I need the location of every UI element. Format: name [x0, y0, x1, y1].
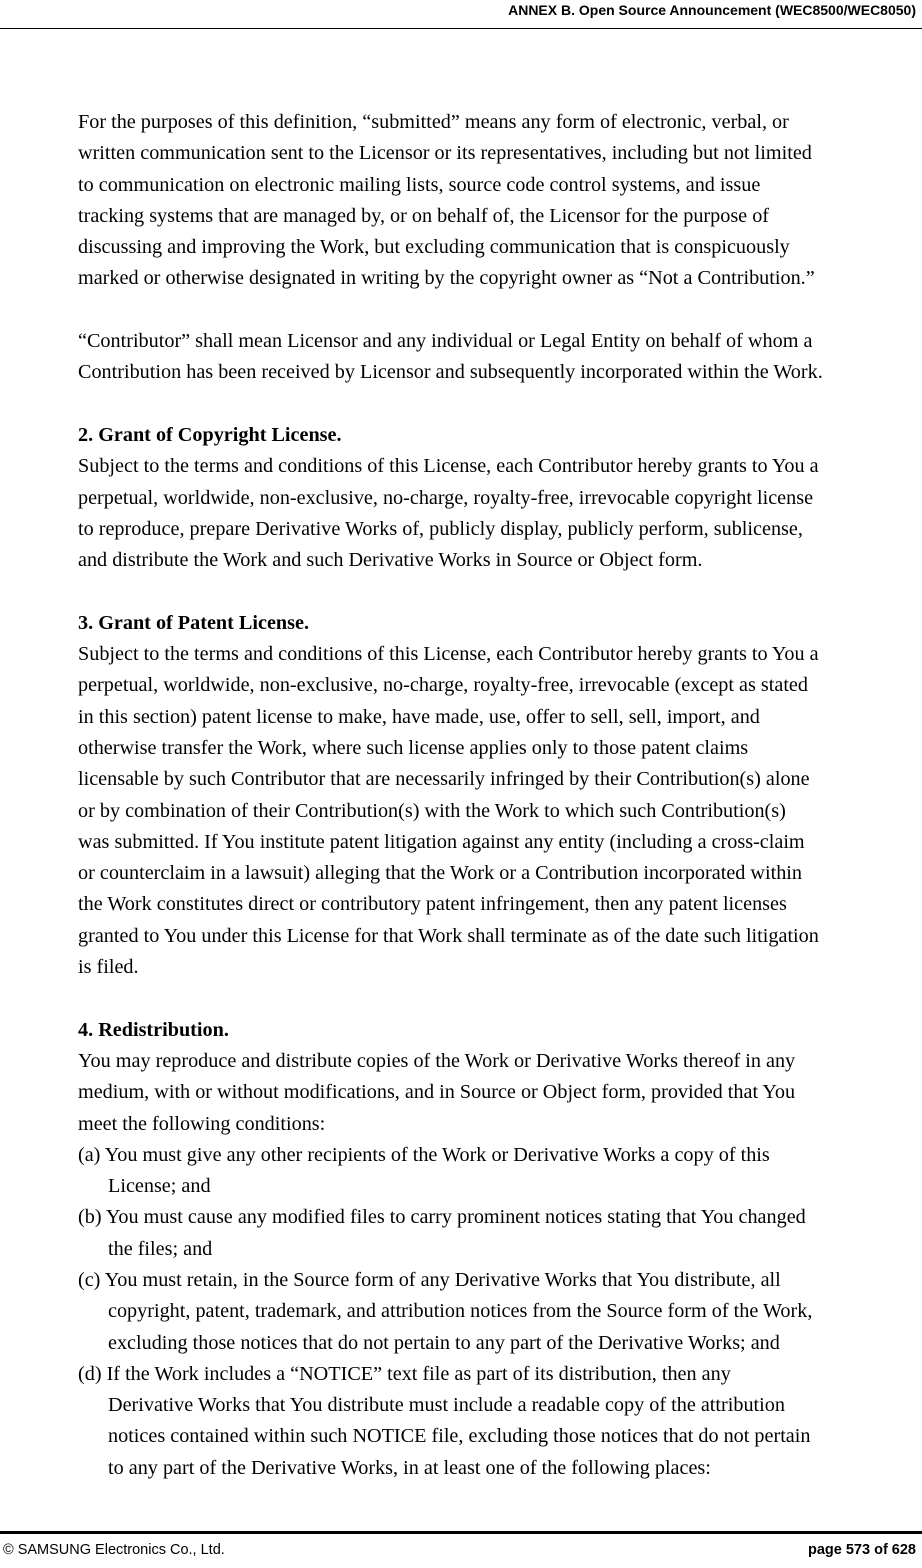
- section-heading: 2. Grant of Copyright License.: [78, 423, 342, 446]
- text-line: For the purposes of this definition, “submitted” means any form of electronic, verbal, or: [78, 111, 789, 133]
- list-item-a: [78, 1140, 922, 1203]
- list-item-d: [78, 1359, 922, 1484]
- list-item-text: (c) You must retain, in the Source form of any Derivative Works that You distribute, all: [78, 1268, 781, 1291]
- text-line: written communication sent to the Licensor or its representatives, including but not limited: [78, 142, 812, 165]
- text-line: meet the following conditions:: [78, 1112, 326, 1135]
- text-line: marked or otherwise designated in writing by the copyright owner as “Not a Contribution.”: [78, 267, 815, 290]
- list-item-text: to any part of the Derivative Works, in at least one of the following places:: [108, 1456, 711, 1479]
- text-line: You may reproduce and distribute copies of the Work or Derivative Works thereof in any: [78, 1049, 796, 1072]
- list-item-c: [78, 1265, 922, 1359]
- text-line: or by combination of their Contribution(s) with the Work to which such Contribution(s): [78, 799, 786, 822]
- page-footer: [0, 1531, 922, 1568]
- section-patent-license: [78, 608, 922, 984]
- list-item-b: [78, 1202, 922, 1265]
- text-line: to reproduce, prepare Derivative Works of, publicly display, publicly perform, sublicense,: [78, 517, 803, 540]
- text-line: perpetual, worldwide, non-exclusive, no-charge, royalty-free, irrevocable (except as stated: [78, 674, 808, 697]
- text-line: and distribute the Work and such Derivative Works in Source or Object form.: [78, 549, 703, 572]
- text-line: the Work constitutes direct or contributory patent infringement, then any patent licenses: [78, 893, 787, 916]
- list-item-text: (a) You must give any other recipients of the Work or Derivative Works a copy of this: [78, 1143, 770, 1166]
- paragraph-contributor-definition: [78, 326, 922, 389]
- text-line: Contribution has been received by Licensor and subsequently incorporated within the Work.: [78, 361, 823, 384]
- list-item-text: (d) If the Work includes a “NOTICE” text file as part of its distribution, then any: [78, 1362, 731, 1385]
- section-copyright-license: [78, 420, 922, 576]
- text-line: to communication on electronic mailing lists, source code control systems, and issue: [78, 173, 761, 196]
- section-heading: 4. Redistribution.: [78, 1018, 229, 1041]
- text-line: “Contributor” shall mean Licensor and any individual or Legal Entity on behalf of whom a: [78, 330, 813, 353]
- text-line: medium, with or without modifications, and in Source or Object form, provided that You: [78, 1081, 796, 1104]
- list-item-text: copyright, patent, trademark, and attribution notices from the Source form of the Work,: [108, 1300, 813, 1323]
- document-body: [78, 107, 922, 1484]
- text-line: Subject to the terms and conditions of this License, each Contributor hereby grants to You a: [78, 455, 819, 478]
- text-line: was submitted. If You institute patent litigation against any entity (including a cross-claim: [78, 830, 805, 853]
- copyright-notice: © SAMSUNG Electronics Co., Ltd.: [3, 1542, 225, 1558]
- header-title: ANNEX B. Open Source Announcement (WEC8500/WEC8050): [508, 2, 916, 18]
- text-line: discussing and improving the Work, but excluding communication that is conspicuously: [78, 236, 790, 259]
- list-item-text: License; and: [108, 1175, 211, 1198]
- list-item-text: the files; and: [108, 1237, 213, 1260]
- text-line: tracking systems that are managed by, or on behalf of, the Licensor for the purpose of: [78, 204, 770, 227]
- paragraph-submitted-definition: [78, 107, 922, 295]
- text-line: otherwise transfer the Work, where such license applies only to those patent claims: [78, 736, 749, 759]
- text-line: licensable by such Contributor that are necessarily infringed by their Contribution(s) alone: [78, 768, 810, 791]
- list-item-text: excluding those notices that do not pertain to any part of the Derivative Works; and: [108, 1331, 780, 1354]
- text-line: in this section) patent license to make, have made, use, offer to sell, sell, import, and: [78, 705, 760, 728]
- section-redistribution: [78, 1015, 922, 1484]
- list-item-text: Derivative Works that You distribute must include a readable copy of the attribution: [108, 1394, 785, 1417]
- page-number: page 573 of 628: [808, 1542, 916, 1558]
- text-line: or counterclaim in a lawsuit) alleging that the Work or a Contribution incorporated within: [78, 862, 803, 885]
- text-line: granted to You under this License for that Work shall terminate as of the date such litigation: [78, 924, 819, 947]
- list-item-text: notices contained within such NOTICE file, excluding those notices that do not pertain: [108, 1425, 811, 1448]
- text-line: Subject to the terms and conditions of this License, each Contributor hereby grants to You a: [78, 643, 819, 666]
- page-header: [0, 0, 922, 29]
- text-line: is filed.: [78, 956, 139, 979]
- list-item-text: (b) You must cause any modified files to carry prominent notices stating that You changed: [78, 1206, 806, 1229]
- text-line: perpetual, worldwide, non-exclusive, no-charge, royalty-free, irrevocable copyright license: [78, 486, 814, 509]
- section-heading: 3. Grant of Patent License.: [78, 611, 309, 634]
